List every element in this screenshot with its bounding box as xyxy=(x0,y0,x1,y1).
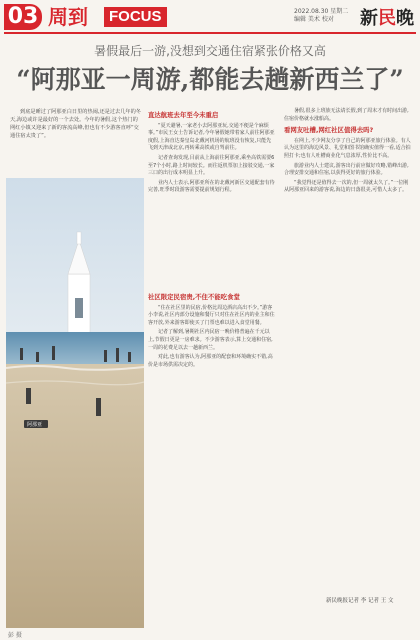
article-lead: 到底是睡过了阿那亚白日里的热闹,还是过去几年的冬天,海边或许是最好的一个去处。今年的暑假,这个热门的网红小镇又迎来了新的客流高峰,但也有不少游客直呼“交通住宿太贵了”。 xyxy=(10,109,141,139)
column-middle-lower xyxy=(148,290,276,371)
mid-para-3: 业内人士表示,阿那亚所在的北戴河新区交通配套有待完善,旺季时段游客需要提前规划行程。 xyxy=(148,179,275,194)
logo-suffix: 晚 xyxy=(396,8,414,29)
photo-credit: 彭 摄 xyxy=(8,632,22,639)
right-para-4: “我觉得还是值得去一次的,但一周就太久了。”一位刚从阿那亚回来的游客说,海边的日落很美,可惜人太多了。 xyxy=(284,179,409,194)
right-para-1: 暑假,很多上班族无法请长假,到了周末才有时间出游,住宿价格就水涨船高。 xyxy=(284,108,409,122)
right-para-3: 旅游业内人士建议,游客出行前应做好攻略,错峰出游,合理安排交通和住宿,以获得更好的旅行体验。 xyxy=(284,162,409,177)
logo-prefix: 新 xyxy=(360,8,378,29)
masthead-editors: 编辑 美术 校对 xyxy=(294,16,334,23)
beach-photo xyxy=(6,178,144,628)
article-headline: “阿那亚一周游,都能去趟新西兰了” xyxy=(16,65,404,94)
article-byline: 新民晚报记者 李 记者 王 文 xyxy=(326,598,394,604)
masthead-rule xyxy=(4,32,416,34)
section-head-1: 直达航班去年至今未重启 xyxy=(148,111,219,119)
beach-photo-image xyxy=(6,178,144,628)
section-head-2: 社区限定民宿贵,不住不能吃食堂 xyxy=(148,293,240,301)
column-middle xyxy=(148,108,276,197)
masthead-date: 2022.08.30 星期二 xyxy=(294,8,349,15)
mid-para-1: “夏天避暑,一家老小去阿那亚玩,交通不便是个麻烦事。”市民王女士告诉记者,今年暑假她带着家人前往阿那亚度假,上海直达秦皇岛北戴河机场的航班没有恢复,只能先飞到天津或北京,再转乘高铁或自驾前往。 xyxy=(148,122,275,152)
mid-lower-para-3: 对此,也有游客认为,阿那亚的配套和环境确实不错,高价是市场供需决定的。 xyxy=(148,354,273,368)
newspaper-logo xyxy=(360,4,414,30)
mid-lower-para-1: “住在社区里的民宿,价格比周边酒店高出不少。”游客小李说,社区内部分设施和餐厅只对住在社区内的业主和住客开放,外来游客即使买了门票也难以进入食堂用餐。 xyxy=(148,304,275,326)
section-head-3: 看网友吐槽,网红社区值得去吗? xyxy=(284,126,374,135)
section-en-label: FOCUS xyxy=(104,7,167,27)
right-para-2: 在网上,不少网友分享了自己的阿那亚旅行体验。有人认为这里的海边风景、礼堂和图书馆确实值得一看,适合拍照打卡;也有人吐槽商业化气息浓厚,性价比不高。 xyxy=(284,137,411,159)
article-subhead: 暑假最后一游,没想到交通住宿紧张价格又高 xyxy=(94,44,326,58)
logo-red: 民 xyxy=(378,8,396,29)
mid-para-2: 记者查询发现,目前从上海前往阿那亚,乘坐高铁需要6至7个小时,路上时间较长。而往返机票加上接驳交通,一家三口的出行成本明显上升。 xyxy=(148,154,275,177)
section-name: 周到 xyxy=(48,5,88,29)
section-number: 03 xyxy=(4,4,42,30)
column-right xyxy=(284,108,412,197)
mid-lower-para-2: 记者了解到,暑期社区内民宿一晚价格普遍在千元以上,节假日更是一房难求。不少游客表示,算上交通和住宿,一周的花费足以去一趟新西兰。 xyxy=(148,329,273,351)
masthead xyxy=(4,4,416,32)
photo-tag-label: 阿那亚 xyxy=(27,422,43,428)
